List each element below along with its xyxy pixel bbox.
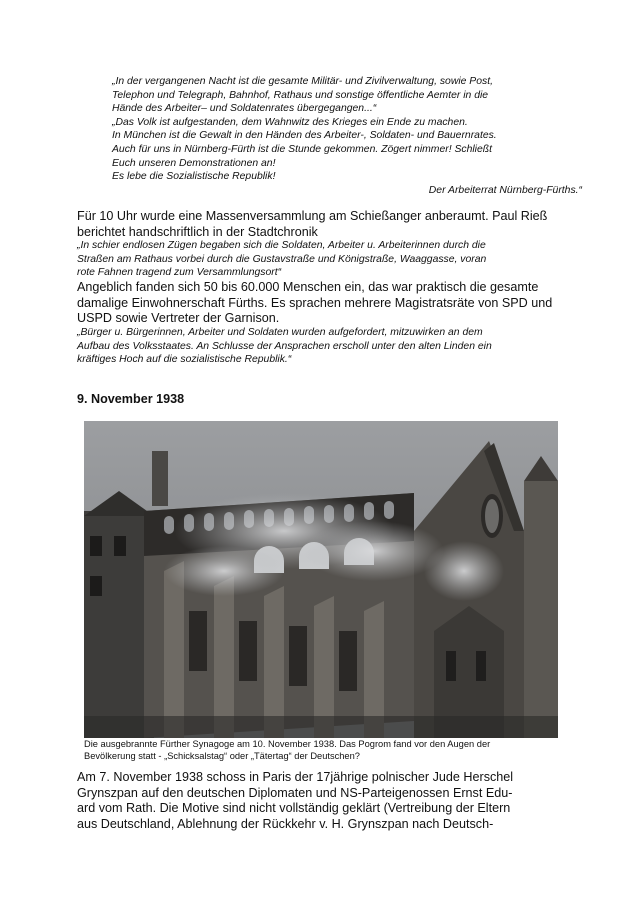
quote-volksstaat (77, 326, 567, 367)
quote-line: Aufbau des Volksstaates. An Schlusse der Ansprachen erscholl unter den alten Linden ein (77, 340, 492, 352)
quote-arbeiterrat (112, 75, 582, 197)
caption-line: Bevölkerung statt - „Schicksalstag“ oder „Tätertag“ der Deutschen? (84, 750, 360, 761)
section-heading: 9. November 1938 (77, 392, 185, 406)
synagogue-photo (84, 421, 558, 738)
quote-line: rote Fahnen tragend zum Versammlungsort“ (77, 267, 282, 279)
paragraph-einwohnerschaft (77, 280, 567, 327)
text-line: Für 10 Uhr wurde eine Massenversammlung am Schießanger anberaumt. Paul Rieß (77, 209, 548, 223)
text-line: Am 7. November 1938 schoss in Paris der 17jährige polnischer Jude Herschel (77, 770, 514, 784)
text-line: damalige Einwohnerschaft Fürths. Es sprachen mehrere Magistratsräte von SPD und (77, 295, 553, 310)
quote-line: Euch unseren Demonstrationen an! (112, 157, 276, 169)
photo-caption (84, 739, 564, 763)
text-line: Angeblich fanden sich 50 bis 60.000 Menschen ein, das war praktisch die gesamte (77, 280, 539, 294)
text-line: ard vom Rath. Die Motive sind nicht vollständig geklärt (Vertreibung der Eltern (77, 801, 511, 816)
quote-line: „Das Volk ist aufgestanden, dem Wahnwitz des Krieges ein Ende zu machen. (112, 116, 468, 128)
caption-line: Die ausgebrannte Fürther Synagoge am 10. November 1938. Das Pogrom fand vor den Augen der (84, 739, 491, 749)
quote-line: In München ist die Gewalt in den Händen des Arbeiter-, Soldaten- und Bauernrates. (112, 130, 497, 142)
quote-line: „Bürger u. Bürgerinnen, Arbeiter und Soldaten wurden aufgefordert, mitzuwirken an dem (77, 327, 483, 338)
quote-line: kräftiges Hoch auf die sozialistische Republik.“ (77, 354, 292, 366)
quote-signature: Der Arbeiterrat Nürnberg-Fürths.“ (428, 184, 582, 196)
quote-line: „In der vergangenen Nacht ist die gesamte Militär- und Zivilverwaltung, sowie Post, (112, 76, 493, 87)
text-line: berichtet handschriftlich in der Stadtchronik (77, 224, 318, 239)
text-line: Grynszpan auf den deutschen Diplomaten und NS-Parteigenossen Ernst Edu- (77, 785, 513, 800)
quote-line: „In schier endlosen Zügen begaben sich die Soldaten, Arbeiter u. Arbeiterinnen durch die (77, 240, 486, 251)
quote-line: Auch für uns in Nürnberg-Fürth ist die Stunde gekommen. Zögert nimmer! Schließt (112, 143, 492, 155)
quote-line: Straßen am Rathaus vorbei durch die Gustavstraße und Königstraße, Waaggasse, voran (77, 253, 487, 265)
burned-synagogue-image (84, 421, 558, 738)
paragraph-grynszpan (77, 770, 567, 832)
text-line: aus Deutschland, Ablehnung der Rückkehr v. H. Grynszpan nach Deutsch- (77, 816, 494, 831)
quote-stadtchronik (77, 239, 567, 280)
text-line: USPD sowie Vertreter der Garnison. (77, 311, 280, 326)
quote-line: Hände des Arbeiter– und Soldatenrates übergegangen...“ (112, 103, 377, 115)
quote-line: Telephon und Telegraph, Bahnhof, Rathaus und sonstige öffentliche Aemter in die (112, 89, 489, 101)
paragraph-massenversammlung (77, 209, 567, 240)
quote-line: Es lebe die Sozialistische Republik! (112, 171, 276, 183)
